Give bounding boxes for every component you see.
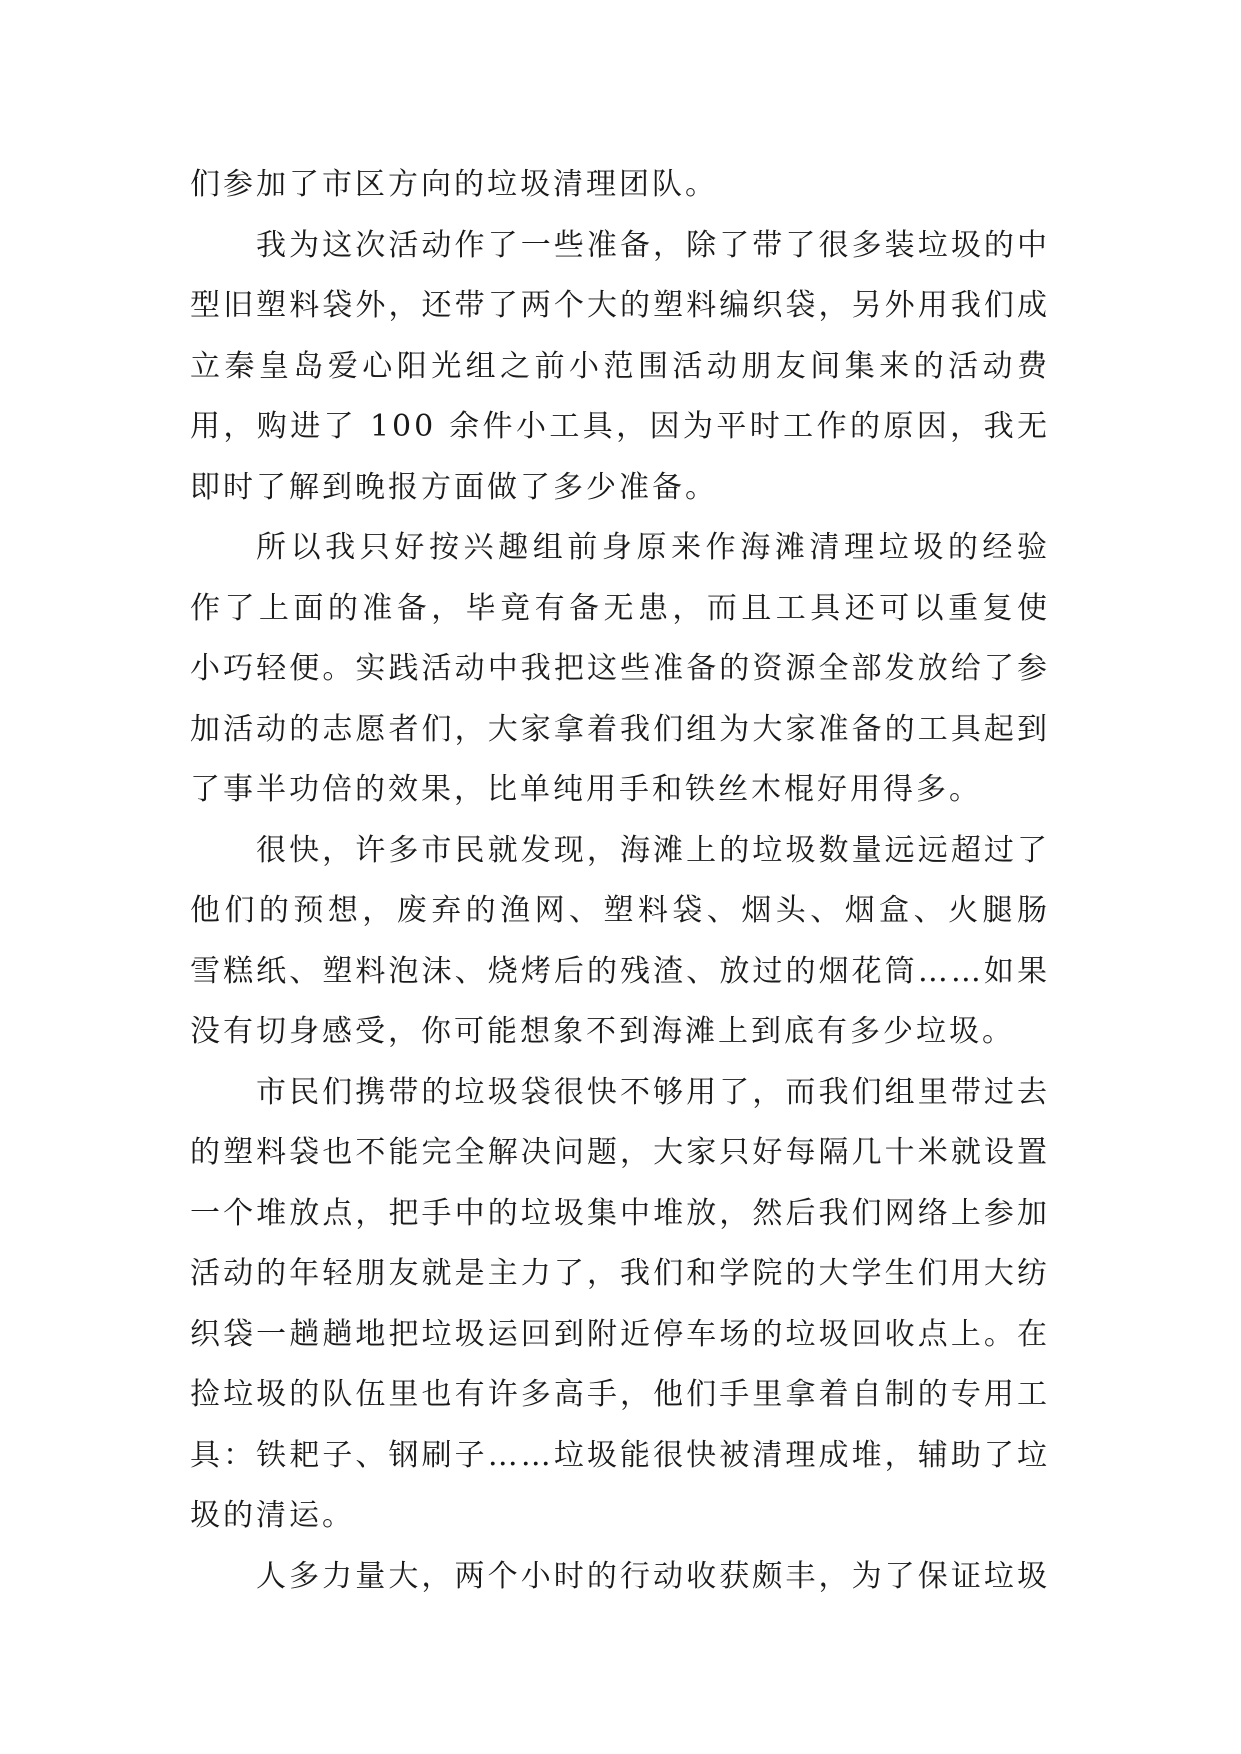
- text-line: 所以我只好按兴趣组前身原来作海滩清理垃圾的经验: [256, 530, 1050, 565]
- text-line: 用，购进了 100 余件小工具，因为平时工作的原因，我无: [190, 409, 1050, 444]
- text-line: 们参加了市区方向的垃圾清理团队。: [190, 167, 718, 202]
- text-line: 即时了解到晚报方面做了多少准备。: [190, 469, 718, 505]
- text-line: 市民们携带的垃圾袋很快不够用了，而我们组里带过去: [256, 1074, 1050, 1110]
- text-line: 了事半功倍的效果，比单纯用手和铁丝木棍好用得多。: [190, 772, 982, 807]
- text-line: 我为这次活动作了一些准备，除了带了很多装垃圾的中: [256, 227, 1050, 263]
- text-line: 活动的年轻朋友就是主力了，我们和学院的大学生们用大纺: [190, 1256, 1050, 1291]
- text-line: 圾的清运。: [190, 1498, 355, 1533]
- text-line: 织袋一趟趟地把垃圾运回到附近停车场的垃圾回收点上。在: [190, 1316, 1050, 1352]
- text-line: 的塑料袋也不能完全解决问题，大家只好每隔几十米就设置: [190, 1135, 1050, 1170]
- text-line: 加活动的志愿者们，大家拿着我们组为大家准备的工具起到: [190, 711, 1050, 747]
- text-line: 他们的预想，废弃的渔网、塑料袋、烟头、烟盒、火腿肠: [190, 893, 1050, 928]
- document-body-text: [190, 155, 1050, 1607]
- text-line: 型旧塑料袋外，还带了两个大的塑料编织袋，另外用我们成: [190, 288, 1050, 323]
- text-line: 具：铁耙子、钢刷子……垃圾能很快被清理成堆，辅助了垃: [190, 1437, 1050, 1473]
- text-line: 人多力量大，两个小时的行动收获颇丰，为了保证垃圾: [256, 1558, 1050, 1594]
- text-line: 小巧轻便。实践活动中我把这些准备的资源全部发放给了参: [190, 651, 1050, 686]
- text-line: 作了上面的准备，毕竟有备无患，而且工具还可以重复使: [190, 590, 1050, 626]
- text-line: 立秦皇岛爱心阳光组之前小范围活动朋友间集来的活动费: [190, 348, 1050, 384]
- text-line: 很快，许多市民就发现，海滩上的垃圾数量远远超过了: [256, 832, 1050, 868]
- text-line: 捡垃圾的队伍里也有许多高手，他们手里拿着自制的专用工: [190, 1377, 1050, 1412]
- text-line: 雪糕纸、塑料泡沫、烧烤后的残渣、放过的烟花筒……如果: [190, 953, 1050, 989]
- text-line: 没有切身感受，你可能想象不到海滩上到底有多少垃圾。: [190, 1014, 1015, 1049]
- text-line: 一个堆放点，把手中的垃圾集中堆放，然后我们网络上参加: [190, 1195, 1050, 1231]
